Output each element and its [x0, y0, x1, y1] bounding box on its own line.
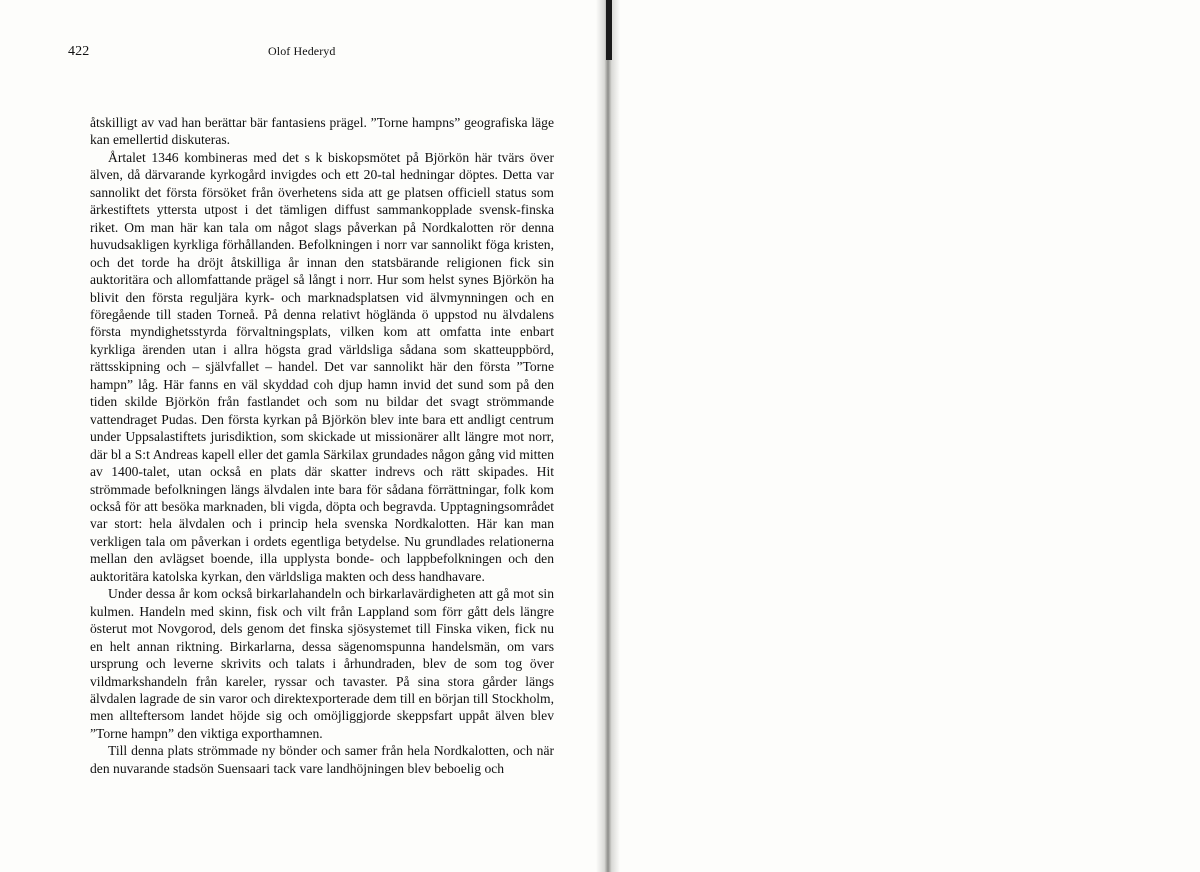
gutter-shadow — [606, 0, 612, 60]
book-gutter — [596, 0, 620, 872]
left-running-head: Olof Hederyd — [268, 44, 336, 58]
left-paragraph-3: Under dessa år kom också birkarlahandeln och birkarlavärdigheten att gå mot sin kulmen. Handeln med skinn, fisk och vilt från Lappland som förr gått dels längre österut mot Novgorod, dels genom det finska sjösystemet till Finska viken, fick nu en helt annan riktning. Birkarlarna, dessa sägenomspunna handelsmän, om vars ursprung och leverne skrivits och talats i århundraden, blev de som tog över vildmarkshandeln från kareler, ryssar och tavaster. På sina stora gårder längs älvdalen lagrade de sin varor och direktexporterade dem till en början till Stockholm, men allteftersom landet höjde sig och omöjliggjorde skeppsfart uppåt älven blev ”Torne hampn” den viktiga exporthamnen. — [90, 586, 554, 741]
left-paragraph-2: Årtalet 1346 kombineras med det s k biskopsmötet på Björkön här tvärs över älven, då därvarande kyrkogård invigdes och ett 20-tal hedningar döptes. Detta var sannolikt det första försöket från överhetens sida att ge platsen officiell status som ärkestiftets yttersta utpost i det tämligen diffust sammankopplade svensk-finska riket. Om man här kan tala om något slags påverkan på Nordkalotten rör denna huvudsakligen kyrkliga förhållanden. Befolkningen i norr var sannolikt föga kristen, och det torde ha dröjt åtskilliga år innan den statsbärande religionen fick sin auktoritära och allomfattande prägel så långt i norr. Hur som helst synes Björkön ha blivit den första reguljära kyrk- och marknadsplatsen vid älvmynningen och en föregående till staden Torneå. På denna relativt högländа ö uppstod nu älvdalens första myndighetsstyrda förvaltningsplats, vilken kom att omfatta inte enbart kyrkliga ärenden utan i allra högsta grad världsliga sådana som skatteuppbörd, rättsskipning och – självfallet – handel. Det var sannolikt här den första ”Torne hampn” låg. Här fanns en väl skyddad coh djup hamn invid det sund som på den tiden skilde Björkön från fastlandet och som nu bildar det svagt strömmande vattendraget Pudas. Den första kyrkan på Björkön blev inte bara ett andligt centrum under Uppsalastiftets jurisdiktion, som skickade ut missionärer allt längre mot norr, där bl a S:t Andreas kapell eller det gamla Särkilax grundades någon gång vid mitten av 1400-talet, utan också en plats där skatter indrevs och rätt skipades. Hit strömmade befolkningen längs älvdalen inte bara för sådana förrättningar, folk kom också för att besöka marknaden, bli vigda, döpta och begravda. Upptagningsområdet var stort: hela älvdalen och i princip hela svenska Nordkalotten. Här kan man verkligen tala om påverkan i ordets egentliga betydelse. Nu grundlades relationerna mellan den avlägset boende, illa upplysta bonde- och lappbefolkningen och den auktoritära katolska kyrkan, den världsliga makten och dess handhavare. — [90, 149, 554, 584]
right-page — [606, 0, 1200, 872]
left-paragraph-4: Till denna plats strömmade ny bönder och samer från hela Nordkalotten, och när den nuvarande stadsön Suensaari tack vare landhöjningen blev beboelig och — [90, 743, 554, 776]
left-body-text — [90, 114, 554, 777]
left-page-number: 422 — [68, 44, 90, 59]
left-paragraph-1: åtskilligt av vad han berättar bär fantasiens prägel. ”Torne hampns” geografiska läge kan emellertid diskuteras. — [90, 115, 554, 148]
